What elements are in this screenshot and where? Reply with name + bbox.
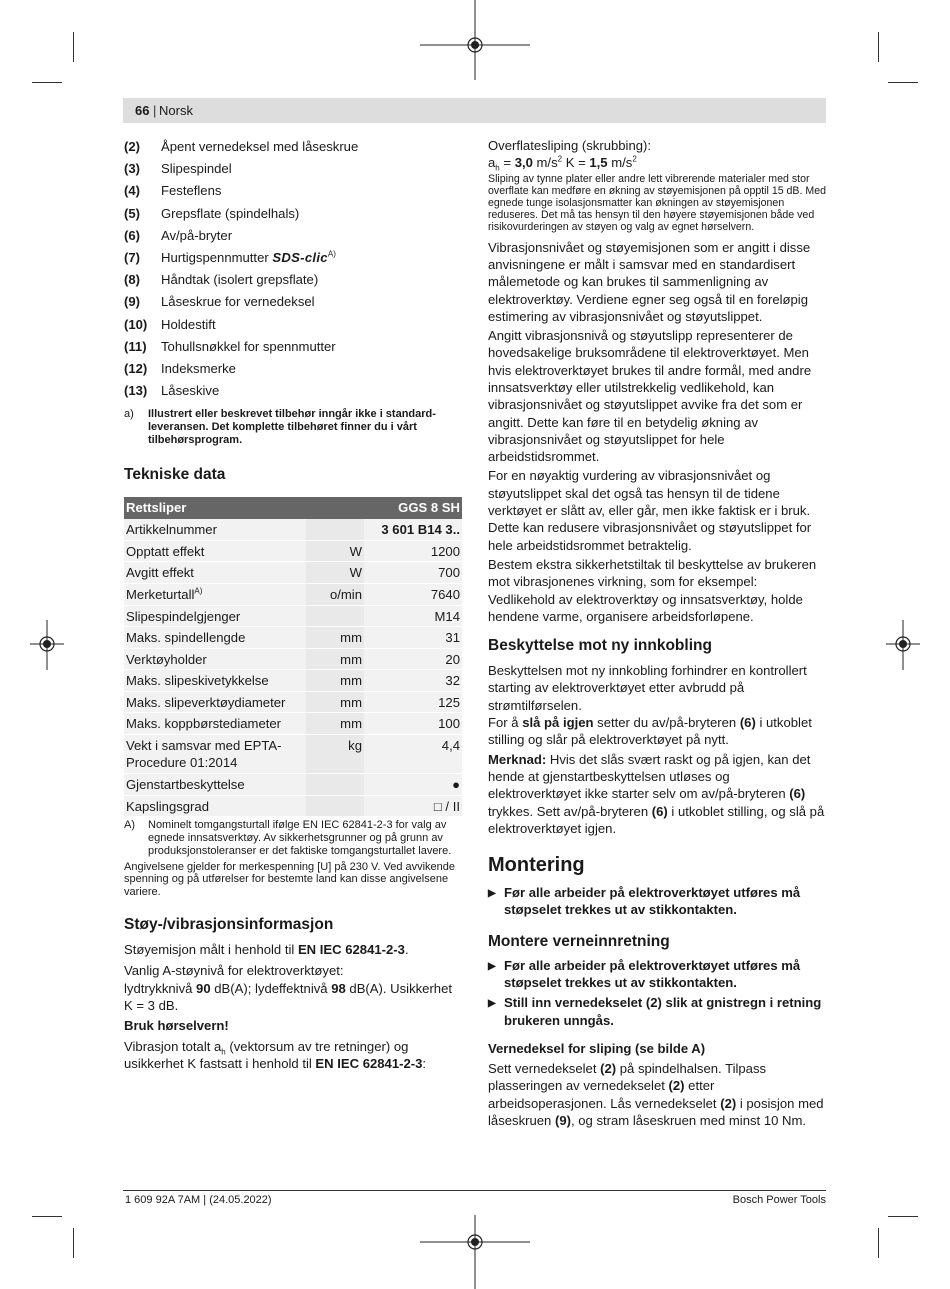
row-label: Vekt i samsvar med EPTA-Procedure 01:2014 [124, 735, 306, 774]
row-value: 1200 [364, 540, 462, 562]
text: : [422, 1055, 427, 1071]
page-footer [123, 1190, 826, 1206]
paragraph: For en nøyaktig vurdering av vibrasjonsnivået og støyutslippet skal det også tas hensyn til de tidene verktøyet er slått av, eller går, men ikke faktisk er i bruk. Dette kan redusere vibrasjonsnivået og støyutslippet for hele arbeidstidsrommet betraktelig. [488, 468, 812, 553]
list-item [124, 227, 462, 249]
table-row [124, 562, 462, 584]
footer-brand: Bosch Power Tools [732, 1194, 826, 1206]
row-value: 700 [364, 562, 462, 584]
row-unit: mm [306, 648, 364, 670]
footnote-ref: A) [327, 249, 336, 259]
text: trykkes. Sett av/på-bryteren [488, 803, 652, 819]
text: , og stram låseskruen med minst 10 Nm. [570, 1113, 807, 1129]
noise-heading: Støy-/vibrasjonsinformasjon [124, 916, 334, 934]
subscript: h [221, 1047, 226, 1057]
warning-text: Før alle arbeider på elektroverktøyet utføres må støpselet trekkes ut av stikkontakten. [504, 885, 801, 918]
part-ref: (2) [600, 1061, 617, 1077]
part-ref: (2) [668, 1078, 685, 1094]
noise-levels [124, 962, 462, 1014]
parts-footnote [124, 408, 462, 446]
header-divider: | [153, 103, 157, 118]
row-value: M14 [364, 605, 462, 627]
warning-text: Før alle arbeider på elektroverktøyet utføres må støpselet trekkes ut av stikkontakten. [504, 957, 801, 990]
vibration-paragraph [124, 1038, 462, 1073]
row-unit: kg [306, 735, 364, 774]
registration-mark-icon [420, 0, 530, 80]
part-label: Holdestift [161, 316, 216, 332]
list-item [124, 205, 462, 227]
text: i utkoblet stilling og slår på elektroverktøyet på nytt. [488, 715, 812, 748]
value: 3,0 [514, 155, 533, 171]
part-number: (6) [124, 227, 141, 243]
row-value: 100 [364, 713, 462, 735]
list-item [124, 382, 462, 404]
footnote-text: Nominelt tomgangsturtall ifølge EN IEC 62841-2-3 for valg av egnede innsatsverktøy. Av sikkerhetsgrunner og på grunn av produksjonstoleranser er det faktiske tomgangsturtallet lavere. [148, 819, 452, 857]
registration-mark-icon [30, 620, 64, 670]
table-row [124, 583, 462, 605]
footer-doc-id: 1 609 92A 7AM | (24.05.2022) [125, 1194, 272, 1206]
part-ref: (2) [720, 1095, 737, 1111]
crop-mark [888, 1216, 918, 1217]
hearing-warning: Bruk hørselvern! [124, 1018, 229, 1034]
paragraph: Angitt vibrasjonsnivå og støyutslipp representerer de hovedsakelige bruksområdene til elektroverktøyet. Men hvis elektroverktøyet brukes til andre formål, med andre innsatsverktøy eller utilstrekkelig vedlikehold, kan vibrasjonsnivået og støyutslippet avvike fra det som er angitt. Dette kan føre til en betydelig økning av vibrasjonsnivået og støyutslippet for hele arbeidstidsrommet. [488, 328, 812, 465]
header-language: Norsk [159, 103, 193, 118]
warning-item [488, 957, 826, 992]
crop-mark [878, 32, 879, 62]
text: Sett vernedekselet [488, 1061, 601, 1077]
row-unit: mm [306, 627, 364, 649]
list-item [124, 271, 462, 293]
row-value: 125 [364, 691, 462, 713]
table-row [124, 774, 462, 796]
part-number: (11) [124, 338, 147, 354]
tech-data-heading: Tekniske data [124, 465, 226, 483]
row-unit: mm [306, 670, 364, 692]
row-value: 4,4 [364, 735, 462, 774]
table-header-right: GGS 8 SH [364, 497, 462, 519]
row-label: Avgitt effekt [124, 562, 306, 584]
value: 98 [331, 980, 346, 996]
part-label: Låseskrue for vernedeksel [161, 294, 315, 310]
row-label: Slipespindelgjenger [124, 605, 306, 627]
standard-ref: EN IEC 62841-2-3 [315, 1055, 423, 1071]
left-column [124, 138, 462, 1072]
part-number: (2) [124, 139, 141, 154]
part-label: Indeksmerke [161, 360, 236, 376]
row-value: ● [364, 774, 462, 796]
arrow-icon: ▶ [488, 960, 496, 972]
registration-mark-icon [420, 1215, 530, 1289]
table-header-row [124, 497, 462, 519]
row-value: □ / II [364, 795, 462, 817]
paragraph: Bestem ekstra sikkerhetstiltak til beskyttelse av brukeren mot vibrasjonenes virkning, som for eksempel: Vedlikehold av elektroverktøy og innsatsverktøy, holde hendene varme, organisere arbeidsforløpene. [488, 556, 817, 624]
row-label: Opptatt effekt [124, 540, 306, 562]
arrow-icon: ▶ [488, 888, 496, 900]
row-label: Maks. slipeskivetykkelse [124, 670, 306, 692]
part-number: (5) [124, 205, 141, 221]
footnote-mark: a) [124, 408, 134, 421]
text: etter arbeidsoperasjonen. Lås vernedekselet [488, 1078, 721, 1111]
list-item [124, 160, 462, 182]
row-unit [306, 774, 364, 796]
surface-title: Overflatesliping (skrubbing): [488, 138, 652, 153]
text: på spindelhalsen. Tilpass plasseringen av vernedekselet [488, 1061, 767, 1094]
part-label: Tohullsnøkkel for spennmutter [161, 338, 336, 354]
text: K = [562, 155, 590, 171]
table-row [124, 713, 462, 735]
row-label: Verktøyholder [124, 648, 306, 670]
bold-text: slå på igjen [522, 715, 594, 731]
list-item [124, 338, 462, 360]
text: setter du av/på-bryteren [593, 715, 740, 731]
page-header [123, 98, 826, 123]
crop-mark [32, 1216, 62, 1217]
row-label: Gjenstartbeskyttelse [124, 774, 306, 796]
row-value: 31 [364, 627, 462, 649]
parts-list [124, 138, 462, 404]
table-row [124, 795, 462, 817]
tech-data-table [124, 497, 462, 818]
part-number: (10) [124, 316, 148, 332]
part-number: (13) [124, 383, 148, 399]
row-value: 32 [364, 670, 462, 692]
part-number: (7) [124, 249, 141, 265]
text: Vibrasjon totalt a [124, 1038, 222, 1054]
part-label: Slipespindel [161, 161, 232, 177]
text: m/s [607, 155, 633, 171]
part-label: Hurtigspennmutter [161, 249, 269, 265]
crop-mark [888, 82, 918, 83]
list-item [124, 249, 462, 271]
footnote-mark: A) [124, 819, 135, 832]
row-unit: W [306, 540, 364, 562]
text: . [404, 942, 409, 958]
superscript: 2 [557, 154, 563, 164]
text: lydtrykknivå [124, 980, 197, 996]
part-ref: (6) [651, 803, 668, 819]
row-unit [306, 519, 364, 541]
note-paragraph [488, 751, 826, 837]
table-footnote [124, 819, 462, 857]
text: dB(A). Usikkerhet K = 3 dB. [124, 980, 453, 1013]
text: Vanlig A-støynivå for elektroverktøyet: [124, 963, 344, 979]
table-row [124, 648, 462, 670]
row-label: Maks. slipeverktøydiameter [124, 691, 306, 713]
row-unit: o/min [306, 583, 364, 605]
row-value: 20 [364, 648, 462, 670]
grind-heading: Vernedeksel for sliping (se bilde A) [488, 1040, 706, 1056]
vibration-values [488, 154, 826, 171]
warning-item [488, 994, 826, 1029]
crop-mark [73, 32, 74, 62]
paragraph [488, 1060, 826, 1129]
text: Støyemisjon målt i henhold til [124, 942, 298, 958]
text: m/s [532, 155, 558, 171]
table-row [124, 605, 462, 627]
subscript: h [495, 163, 500, 173]
table-header-left: Rettsliper [124, 497, 364, 519]
guard-heading: Montere verneinnretning [488, 932, 670, 950]
row-unit: mm [306, 691, 364, 713]
row-value: 7640 [364, 583, 462, 605]
text: a [488, 155, 496, 171]
row-label-text: Merketurtall [126, 586, 195, 602]
paragraph [488, 714, 826, 749]
row-unit: W [306, 562, 364, 584]
mounting-heading: Montering [488, 854, 585, 877]
text: = [499, 155, 515, 171]
row-label: Kapslingsgrad [124, 795, 306, 817]
table-row [124, 691, 462, 713]
sds-clic-logo: SDS-clic [272, 249, 328, 265]
text: (vektorsum av tre retninger) og usikkerhet K fastsatt i henhold til [124, 1038, 409, 1071]
row-unit [306, 795, 364, 817]
part-number: (9) [124, 294, 141, 310]
arrow-icon: ▶ [488, 998, 496, 1010]
superscript: 2 [632, 154, 637, 164]
text: i utkoblet stilling, og slå på elektroverktøyet igjen. [488, 803, 825, 836]
paragraph: Vibrasjonsnivået og støyemisjonen som er angitt i disse anvisningene er målt i samsvar med en standardisert målemetode og kan brukes til sammenligning av elektroverktøy. Verdiene egner seg også til en foreløpig estimering av vibrasjonsnivået og støyutslippet. [488, 239, 811, 324]
part-ref: (6) [789, 786, 806, 802]
restart-heading: Beskyttelse mot ny innkobling [488, 637, 712, 655]
part-number: (3) [124, 161, 141, 177]
part-number: (4) [124, 183, 141, 199]
list-item [124, 316, 462, 338]
text: For å [488, 715, 523, 731]
part-label: Låseskive [161, 383, 220, 399]
list-item [124, 293, 462, 315]
warning-item [488, 884, 826, 919]
text: Hvis det slås svært raskt og på igjen, kan det hende at gjenstartbeskyttelsen utløses og elektroverktøyet ikke starter selv om av/på-bryteren [488, 751, 811, 802]
noise-paragraph [124, 941, 462, 958]
list-item [124, 138, 462, 160]
part-label: Håndtak (isolert grepsflate) [161, 272, 319, 288]
part-number: (12) [124, 360, 148, 376]
footnote-ref: A) [194, 586, 203, 596]
small-note: Sliping av tynne plater eller andre lett vibrerende materialer med stor overflate kan medføre en økning av støyemisjonen på opptil 15 dB. Med egnede tunge isolasjonsmatter kan økningen av støyemisjonen reduseres. Det må tas hensyn til den høyere støyemisjonen både ved risikovurderingen av støyen og valg av egnet hørselvern. [488, 172, 826, 234]
row-label [124, 583, 306, 605]
value: 90 [196, 980, 211, 996]
table-row [124, 735, 462, 774]
table-row [124, 519, 462, 541]
row-value: 3 601 B14 3.. [364, 519, 462, 541]
list-item [124, 182, 462, 204]
text: i posisjon med låseskruen [488, 1095, 824, 1129]
part-label: Grepsflate (spindelhals) [161, 205, 300, 221]
right-column [488, 137, 826, 1129]
part-ref: (9) [554, 1113, 571, 1129]
part-label: Festeflens [161, 183, 222, 199]
warning-text: Still inn vernedekselet (2) slik at gnistregn i retning brukeren unngås. [504, 995, 822, 1028]
registration-mark-icon [886, 620, 920, 670]
note-label: Merknad: [488, 751, 547, 767]
table-row [124, 540, 462, 562]
crop-mark [878, 1228, 879, 1258]
crop-mark [32, 82, 62, 83]
standard-ref: EN IEC 62841-2-3 [297, 942, 405, 958]
text: dB(A); lydeffektnivå [210, 980, 332, 996]
value: 1,5 [589, 155, 608, 171]
table-row [124, 670, 462, 692]
row-unit: mm [306, 713, 364, 735]
table-note: Angivelsene gjelder for merkespenning [U] på 230 V. Ved avvikende spenning og på utførelser for bestemte land kan disse angivelsene variere. [124, 860, 456, 899]
crop-mark [73, 1228, 74, 1258]
part-label: Åpent vernedeksel med låseskrue [161, 139, 359, 154]
row-label: Artikkelnummer [124, 519, 306, 541]
part-number: (8) [124, 272, 141, 288]
table-row [124, 627, 462, 649]
row-label: Maks. spindellengde [124, 627, 306, 649]
row-label: Maks. koppbørstediameter [124, 713, 306, 735]
row-unit [306, 605, 364, 627]
page-number: 66 [135, 103, 150, 118]
part-ref: (6) [739, 715, 756, 731]
part-label: Av/på-bryter [161, 227, 233, 243]
paragraph: Beskyttelsen mot ny innkobling forhindrer en kontrollert starting av elektroverktøyet etter avbrudd på strømtilførselen. [488, 663, 807, 713]
footnote-text: Illustrert eller beskrevet tilbehør inngår ikke i standard-leveransen. Det komplette tilbehøret finner du i vårt tilbehørsprogram. [148, 408, 436, 446]
list-item [124, 360, 462, 382]
